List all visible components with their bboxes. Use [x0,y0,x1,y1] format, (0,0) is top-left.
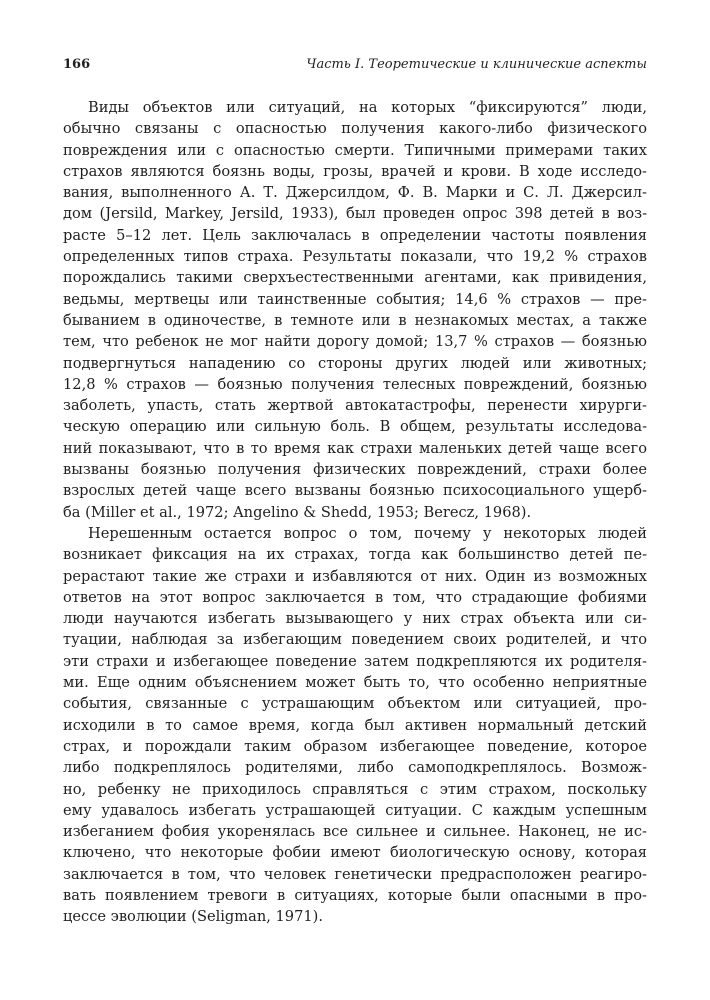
text-line: страх, и порождали таким образом избегающее поведение, которое [63,737,647,755]
text-line: обычно связаны с опасностью получения какого-либо физического [63,120,647,138]
text-line: но, ребенку не приходилось справляться с этим страхом, поскольку [63,780,647,798]
text-line: ба (Miller et al., 1972; Angelino & Shedd, 1953; Berecz, 1968). [63,503,532,521]
body-text [63,97,647,928]
text-line: рерастают такие же страхи и избавляются от них. Один из возможных [63,567,647,585]
text-line: люди научаются избегать вызывающего у них страх объекта или си- [63,610,647,628]
text-line: возникает фиксация на их страхах, тогда как большинство детей пе- [63,546,647,564]
text-line: эти страхи и избегающее поведение затем подкрепляются их родителя- [63,652,647,670]
text-line: ключено, что некоторые фобии имеют биологическую основу, которая [63,844,647,862]
text-line: заключается в том, что человек генетически предрасположен реагиро- [63,865,647,883]
text-line: страхов являются боязнь воды, грозы, врачей и крови. В ходе исследо- [63,162,647,180]
text-line: исходили в то самое время, когда был активен нормальный детский [63,716,647,734]
text-line: ческую операцию или сильную боль. В общем, результаты исследова- [63,418,647,436]
text-line: Виды объектов или ситуаций, на которых “фиксируются” люди, [88,99,647,116]
text-line: ответов на этот вопрос заключается в том, что страдающие фобиями [63,588,647,606]
page-number: 166 [63,57,91,72]
text-line: взрослых детей чаще всего вызваны боязнью психосоциального ущерб- [63,482,647,500]
text-line: вызваны боязнью получения физических повреждений, страхи более [63,461,647,479]
paragraph-1 [63,97,647,523]
text-line: тем, что ребенок не мог найти дорогу домой; 13,7 % страхов — боязнью [63,333,647,351]
running-head: Часть I. Теоретические и клинические аспекты [306,57,647,72]
text-line: 12,8 % страхов — боязнью получения телесных повреждений, боязнью [63,375,647,393]
text-line: вания, выполненного А. Т. Джерсилдом, Ф. В. Марки и С. Л. Джерсил- [63,184,647,202]
text-line: ведьмы, мертвецы или таинственные события; 14,6 % страхов — пре- [63,290,647,308]
text-line: ний показывают, что в то время как страхи маленьких детей чаще всего [63,439,647,457]
text-line: туации, наблюдая за избегающим поведением своих родителей, и что [63,631,647,649]
text-line: ми. Еще одним объяснением может быть то, что особенно неприятные [63,674,647,692]
text-line: дом (Jersild, Markey, Jersild, 1933), был проведен опрос 398 детей в воз- [63,205,647,223]
text-line: цессе эволюции (Seligman, 1971). [63,908,323,926]
text-line: избеганием фобия укоренялась все сильнее и сильнее. Наконец, не ис- [63,823,647,841]
text-line: подвергнуться нападению со стороны других людей или животных; [63,354,647,372]
text-line: порождались такими сверхъестественными агентами, как привидения, [63,269,647,287]
text-line: события, связанные с устрашающим объектом или ситуацией, про- [63,695,647,713]
text-line: определенных типов страха. Результаты показали, что 19,2 % страхов [63,248,647,266]
text-line: заболеть, упасть, стать жертвой автокатастрофы, перенести хирурги- [63,397,647,415]
text-line: расте 5–12 лет. Цель заключалась в определении частоты появления [63,226,647,244]
page-header [63,57,647,79]
text-line: либо подкреплялось родителями, либо самоподкреплялось. Возмож- [63,759,647,777]
text-line: повреждения или с опасностью смерти. Типичными примерами таких [63,141,647,159]
text-line: быванием в одиночестве, в темноте или в незнакомых местах, а также [63,311,647,329]
text-line: вать появлением тревоги в ситуациях, которые были опасными в про- [63,886,647,904]
text-line: ему удавалось избегать устрашающей ситуации. С каждым успешным [63,801,647,819]
paragraph-2 [63,523,647,928]
text-line: Нерешенным остается вопрос о том, почему у некоторых людей [88,524,647,542]
